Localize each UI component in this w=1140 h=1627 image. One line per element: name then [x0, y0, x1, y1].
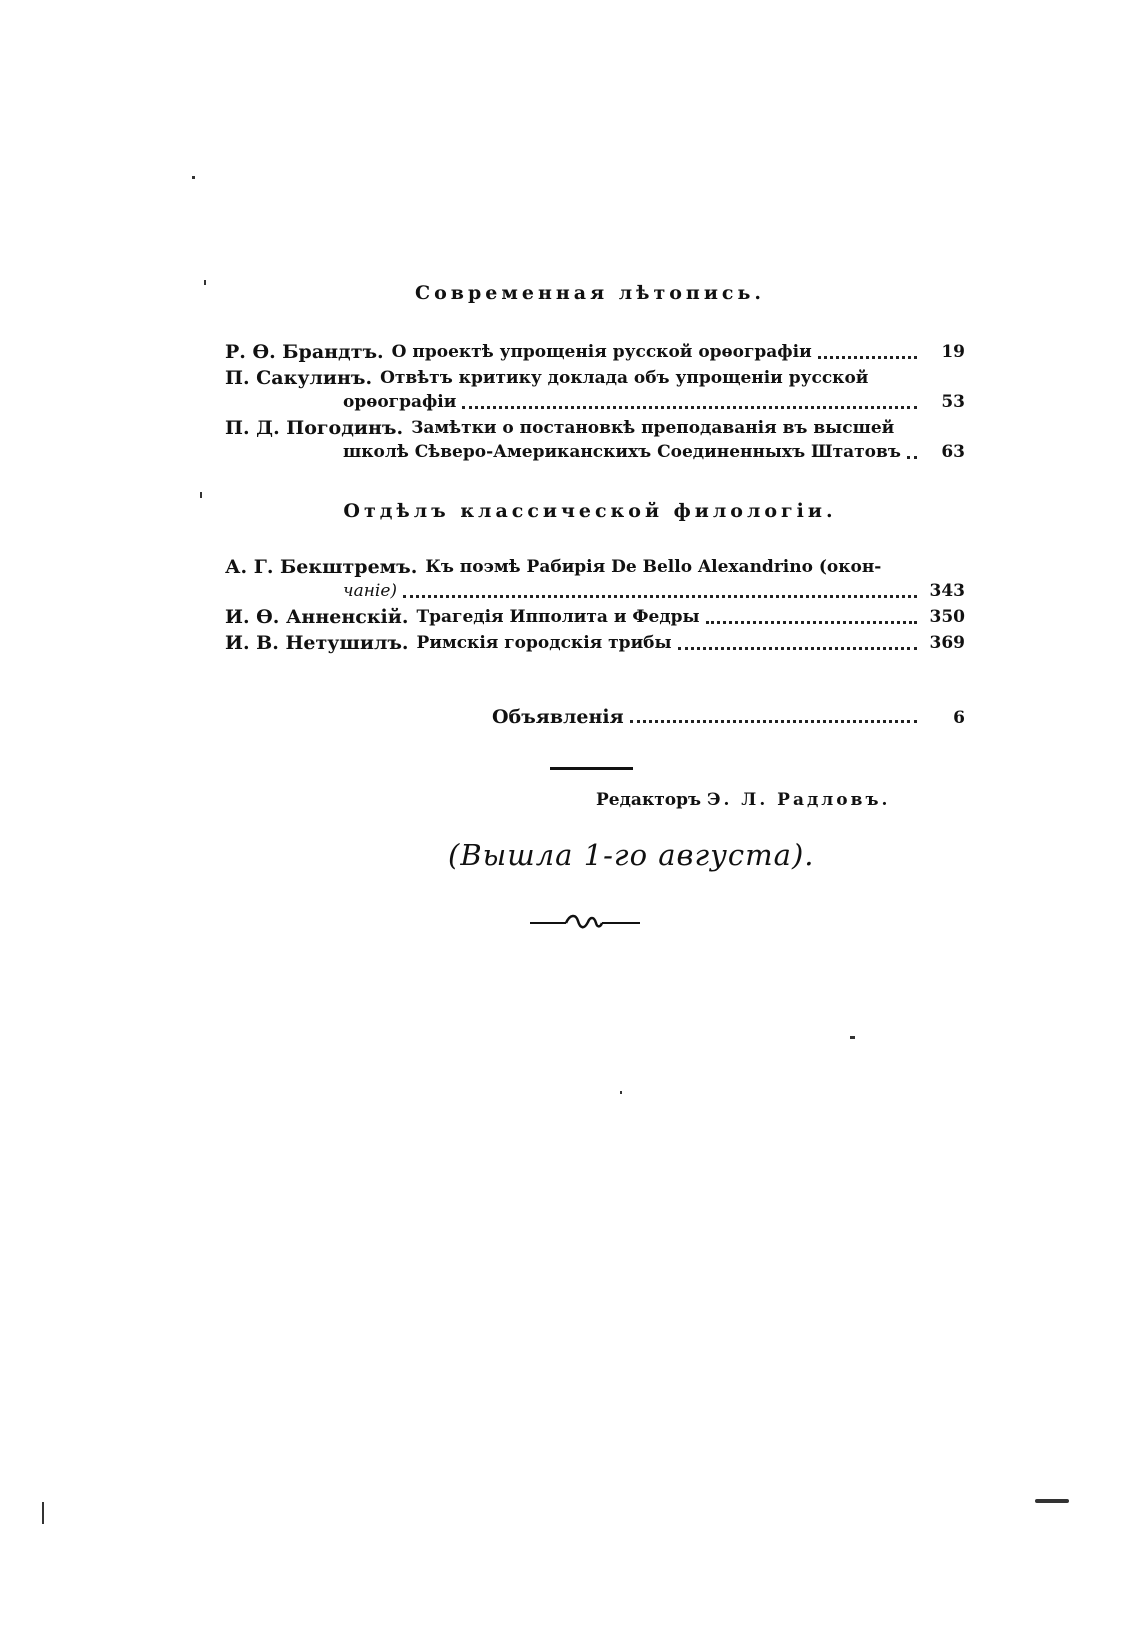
entry-author: И. В. Нетушилъ.: [225, 632, 409, 654]
scan-speck: [204, 280, 206, 285]
entry-page: 343: [929, 581, 965, 601]
entry-title: Замѣтки о постановкѣ преподаванія въ высшей: [411, 418, 895, 438]
scan-speck: [620, 1091, 622, 1094]
entry-author: А. Г. Бекштремъ.: [225, 556, 418, 578]
entry-author: И. Ѳ. Анненскій.: [225, 606, 409, 628]
dot-leader: [706, 620, 917, 624]
editor-line: [596, 790, 890, 810]
toc-entry: [225, 555, 965, 603]
dot-leader: [630, 719, 917, 723]
entry-title: Трагедія Ипполита и Федры: [416, 607, 700, 627]
entry-title-continued: чаніе): [343, 581, 398, 601]
toc-entry: [225, 366, 965, 414]
dot-leader: [403, 594, 917, 598]
entry-page: 350: [929, 607, 965, 627]
scan-speck: [192, 176, 195, 179]
entry-title-continued: орѳографіи: [343, 392, 457, 412]
entry-author: П. Д. Погодинъ.: [225, 417, 404, 439]
announcements-label: Объявленія: [492, 706, 624, 728]
scan-speck: [1035, 1499, 1069, 1503]
toc-list-classical-philology: [225, 555, 965, 657]
entry-title: Римскія городскія трибы: [416, 633, 672, 653]
entry-page: 63: [941, 442, 965, 462]
ornament-flourish: [530, 908, 640, 938]
scan-speck: [42, 1502, 44, 1524]
toc-list-modern-chronicle: [225, 340, 965, 466]
toc-entry: [225, 631, 965, 655]
dot-leader: [462, 405, 917, 409]
entry-page: 53: [941, 392, 965, 412]
toc-entry: [225, 605, 965, 629]
entry-title-continued: школѣ Сѣверо-Американскихъ Соединенныхъ Штатовъ: [343, 442, 901, 462]
editor-name: Э. Л. Радловъ.: [706, 790, 891, 810]
dot-leader: [818, 355, 917, 359]
toc-entry: [225, 340, 965, 364]
scan-speck: [850, 1036, 855, 1039]
section-heading-classical-philology: Отдѣлъ классической филологіи.: [343, 500, 837, 522]
entry-author: П. Сакулинъ.: [225, 367, 373, 389]
dot-leader: [907, 455, 917, 459]
entry-title: О проектѣ упрощенія русской орѳографіи: [391, 342, 812, 362]
announcements-page: 6: [953, 708, 965, 728]
handwritten-note: (Вышла 1-го августа).: [448, 838, 815, 872]
entry-page: 19: [941, 342, 965, 362]
editor-prefix: Редакторъ: [596, 790, 702, 810]
announcements-entry: [492, 706, 965, 728]
scan-speck: [200, 492, 202, 498]
entry-author: Р. Ѳ. Брандтъ.: [225, 341, 384, 363]
entry-title: Отвѣтъ критику доклада объ упрощеніи русской: [380, 368, 869, 388]
section-heading-modern-chronicle: Современная лѣтопись.: [414, 282, 766, 304]
dot-leader: [678, 646, 917, 650]
toc-entry: [225, 416, 965, 464]
entry-title: Къ поэмѣ Рабирія De Bello Alexandrino (окон-: [425, 557, 882, 577]
entry-page: 369: [929, 633, 965, 653]
divider-rule: [550, 767, 633, 770]
